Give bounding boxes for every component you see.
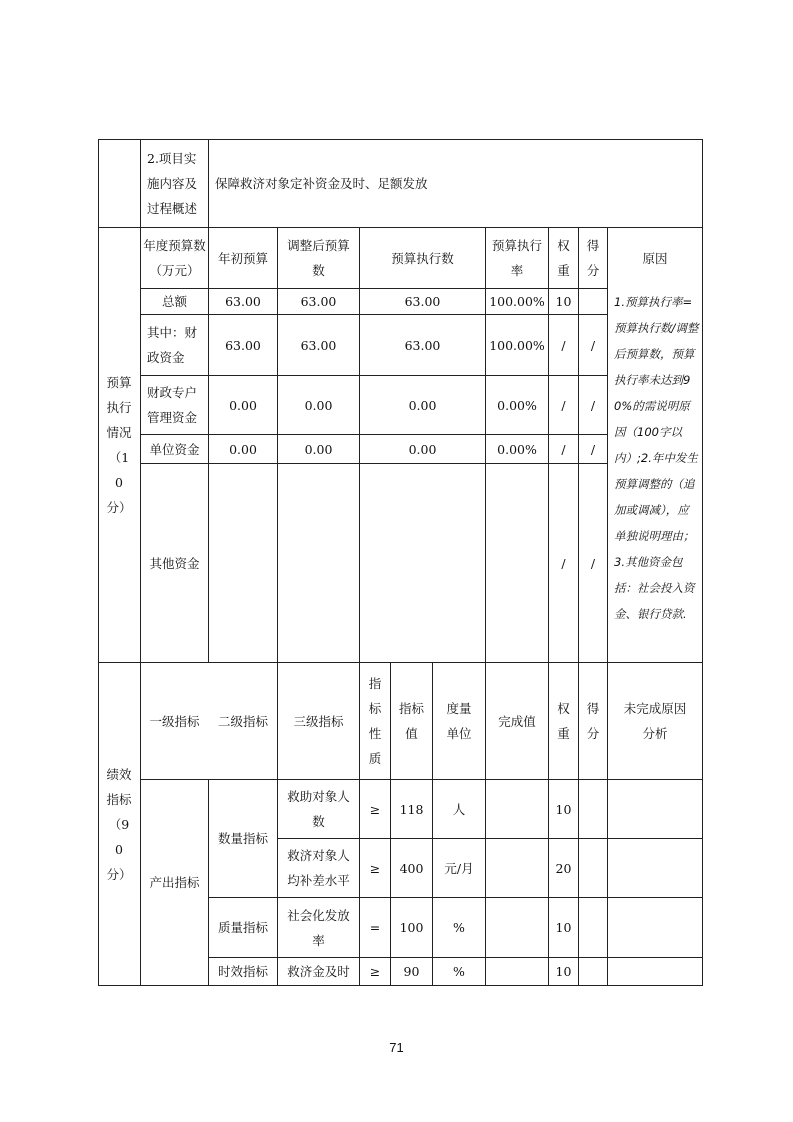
budget-row-rate: 0.00% [497,441,537,457]
perf-row-unit: 元/月 [444,860,474,876]
output-indicator-label: 产出指标 [149,875,200,890]
budget-row-score: / [590,555,596,571]
budget-row-score: / [590,397,596,413]
perf-row-unit: % [453,920,465,935]
perf-row-unit: % [453,964,465,979]
budget-row-initial: 0.00 [229,397,257,413]
budget-row-adjusted: 63.00 [300,294,337,309]
perf-row-value: 100 [399,920,424,935]
header-rate: 预算执行率 [492,238,543,278]
quality-indicator-label: 质量指标 [217,920,268,935]
header-initial: 年初预算 [217,250,268,266]
perf-row-weight: 10 [555,801,572,817]
budget-row-weight: / [561,337,566,353]
project-content: 保障救济对象定补资金及时、足额发放 [215,176,428,191]
perf-row-completed [486,839,548,897]
perf-row-score [579,958,607,985]
perf-row-value: 118 [399,801,424,817]
perf-row-level3: 救助对象人数 [287,789,350,829]
perf-row-completed [486,958,548,985]
header-unit: 度量单位 [446,701,472,741]
header-level3: 三级指标 [293,713,344,729]
header-adjusted: 调整后预算数 [287,238,350,278]
reason-note: 1.预算执行率=预算执行数/调整后预算数，预算执行率未达到90%的需说明原因（100字以内）;2.年中发生预算调整的（追加或调减），应单独说明理由；3.其他资金包括：社会投入资金、银行贷款. [614,295,699,621]
budget-row-adjusted: 0.00 [304,441,333,457]
perf-row-level3: 社会化发放率 [287,907,350,948]
budget-row-initial: 63.00 [225,337,261,353]
budget-row-score: / [590,441,596,457]
budget-row-weight: / [561,397,566,413]
budget-row-score: / [590,337,596,353]
budget-row-adjusted: 0.00 [304,397,333,413]
perf-row-reason [608,780,702,838]
perf-row-nature: ≥ [369,964,381,979]
budget-row-weight: 10 [555,294,572,309]
budget-row-label: 单位资金 [149,441,200,457]
header-weight: 权重 [557,238,570,278]
perf-row-level3: 救济金及时 [287,964,350,979]
perf-row-score [579,780,607,838]
perf-row-level3: 救济对象人均补差水平 [287,848,350,888]
budget-row-executed: 63.00 [404,294,441,309]
page-number: 71 [389,1040,404,1055]
budget-row-executed: 0.00 [408,397,437,413]
perf-row-value: 90 [403,964,420,979]
budget-row-weight: / [561,555,566,571]
perf-row-score [579,898,607,957]
budget-row-label: 总额 [161,294,187,309]
perf-row-weight: 10 [555,920,572,935]
budget-row-rate: 100.00% [489,294,545,309]
border-line [98,985,703,986]
perf-row-weight: 10 [555,964,572,979]
header-perf-weight: 权重 [557,701,570,741]
budget-row-executed: 0.00 [408,441,437,457]
header-completed: 完成值 [498,713,536,729]
header-perf-score: 得分 [586,701,600,741]
header-score: 得分 [586,238,600,278]
perf-row-reason [608,898,702,957]
header-reason: 原因 [642,250,668,266]
perf-row-reason [608,839,702,897]
border-line [98,139,99,986]
border-line [607,227,608,663]
header-value: 指标值 [399,701,425,741]
perf-row-reason [608,958,702,985]
header-executed: 预算执行数 [391,250,454,266]
budget-row-adjusted: 63.00 [300,337,337,353]
budget-row-rate: 100.00% [489,337,545,353]
perf-row-unit: 人 [452,801,466,817]
performance-section-label: 绩效指标（90分） [106,766,132,882]
perf-row-nature: ≥ [369,801,381,817]
border-line [140,463,608,464]
header-perf-reason: 未完成原因分析 [623,701,687,741]
perf-row-completed [486,898,548,957]
perf-row-weight: 20 [555,860,572,876]
header-amount: 年度预算数（万元） [143,238,206,278]
header-level1: 一级指标 [149,713,200,729]
perf-row-nature: = [369,920,381,935]
perf-row-score [579,839,607,897]
header-nature: 指标性质 [368,676,382,766]
perf-row-completed [486,780,548,838]
budget-row-score [579,289,607,314]
budget-row-label: 财政专户管理资金 [147,385,198,425]
header-level2: 二级指标 [217,713,268,729]
budget-row-executed: 63.00 [404,337,441,353]
budget-section-label: 预算执行情况（10分） [106,375,132,515]
budget-row-label: 其中：财政资金 [147,325,198,365]
budget-row-weight: / [561,441,566,457]
border-line [702,139,703,986]
project-label: 2.项目实施内容及过程概述 [147,151,198,216]
budget-row-rate: 0.00% [497,397,537,413]
quantity-indicator-label: 数量指标 [217,831,268,846]
timeliness-indicator-label: 时效指标 [217,964,268,979]
perf-row-nature: ≥ [369,860,381,876]
budget-row-initial: 0.00 [229,441,257,457]
budget-row-label: 其他资金 [149,555,200,571]
perf-row-value: 400 [399,860,424,876]
budget-row-initial: 63.00 [225,294,261,309]
